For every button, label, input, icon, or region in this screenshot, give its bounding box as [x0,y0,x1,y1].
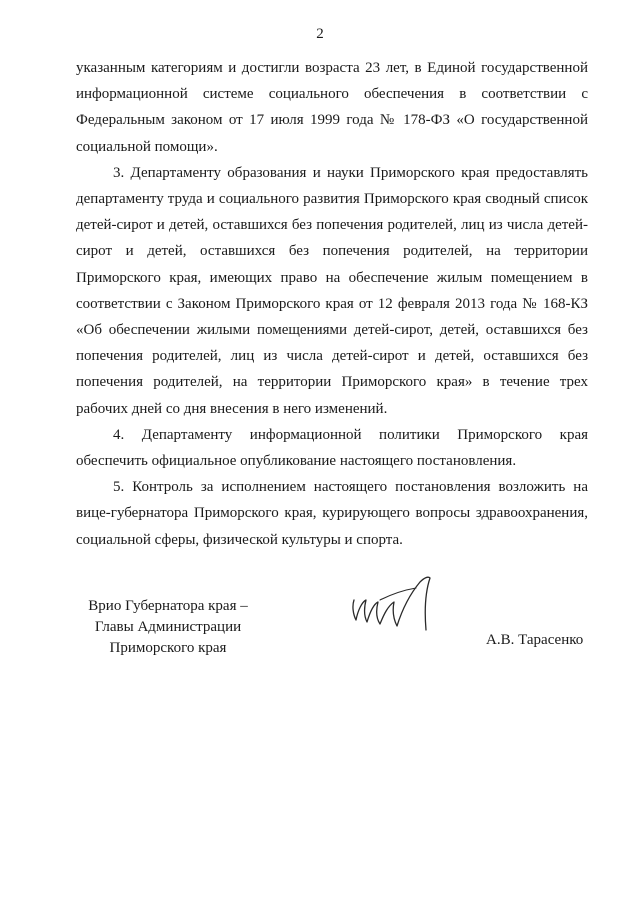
signatory-name: А.В. Тарасенко [486,632,584,648]
document-body [76,55,588,553]
paragraph-item-4: 4. Департаменту информационной политики Приморского края обеспечить официальное опубликование настоящего постановления. [76,426,588,470]
paragraph-item-5: 5. Контроль за исполнением настоящего постановления возложить на вице-губернатора Приморского края, курирующего вопросы здравоохранения, социальной сферы, физической культуры и спорта. [76,479,588,548]
paragraph-continuation: указанным категориям и достигли возраста 23 лет, в Единой государственной информационной системе социального обеспечения в соответствии с Федеральным законом от 17 июля 1999 года № 178-ФЗ «О государственной социальной помощи». [76,60,588,155]
signatory-title-line: Врио Губернатора края – [88,598,248,614]
signatory-title [78,596,258,659]
signatory-title-line: Приморского края [109,640,227,656]
handwritten-signature [340,570,440,640]
signatory-title-line: Главы Администрации [94,619,242,635]
paragraph-item-3: 3. Департаменту образования и науки Приморского края предоставлять департаменту труда и социального развития Приморского края сводный список детей-сирот и детей, оставшихся без попечения родителей, лиц из числа детей-сирот и детей, оставшихся без попечения родителей, на территории Приморского края, имеющих право на обеспечение жилым помещением в соответствии с Законом Приморского края от 12 февраля 2013 года № 168-КЗ «Об обеспечении жилыми помещениями детей-сирот, детей, оставшихся без попечения родителей, лиц из числа детей-сирот и детей, оставшихся без попечения родителей, на территории Приморского края» в течение трех рабочих дней со дня внесения в него изменений. [76,164,588,417]
page-number: 2 [316,26,324,42]
